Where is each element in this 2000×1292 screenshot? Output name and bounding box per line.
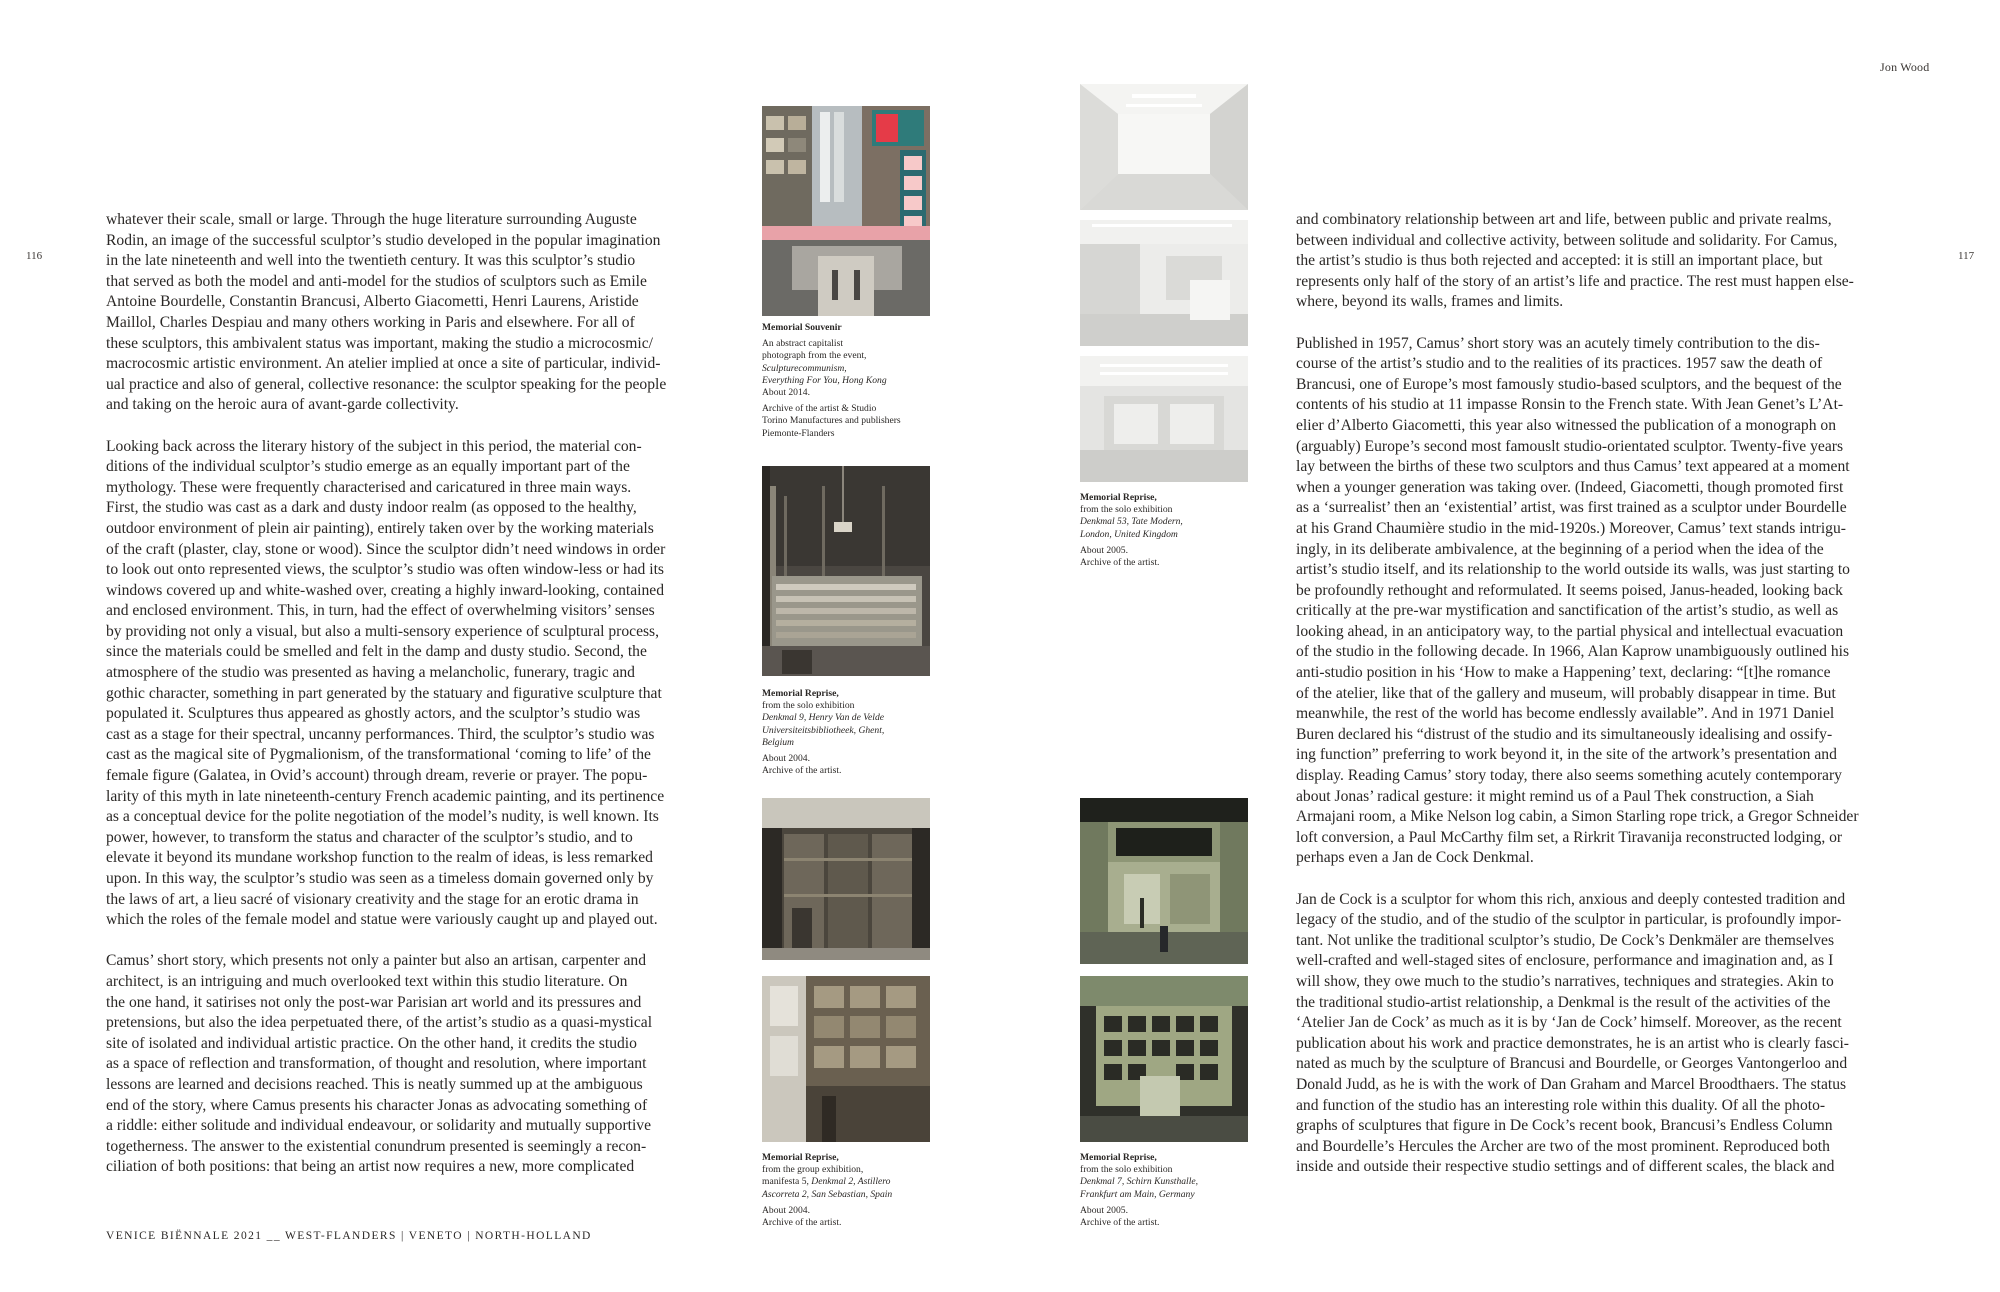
caption-title: Memorial Reprise,: [1080, 1152, 1157, 1163]
caption-memorial-souvenir: [762, 322, 937, 440]
caption-title: Memorial Souvenir: [762, 322, 842, 333]
caption-denkmal-9: [762, 688, 937, 777]
astillero-photo-1: [762, 798, 930, 960]
caption-italic: Belgium: [762, 736, 794, 748]
paragraph: Camus’ short story, which presents not only a painter but also an artisan, carpenter and architect, is an intriguing and much overlooked text within this studio literature. On the one hand, it satirises not only the post-war Parisian art world and its pressures and pretensions, but also the idea perpetuated there, of the artist’s studio as a quasi-mystical site of isolated and individual artistic practice. On the other hand, it credits the studio as a space of reflection and transformation, of thought and resolution, where important lessons are learned and decisions reached. This is neatly summed up at the ambiguous end of the story, where Camus presents his character Jonas as advocating something of a riddle: either solitude and individual endeavour, or solidarity and mutually supportive togetherness. The answer to the existential conundrum presented is seemingly a recon- ciliation of both positions: that being an artist now requires a new, more complicated: [106, 952, 653, 1176]
paragraph: whatever their scale, small or large. Through the huge literature surrounding Auguste Rodin, an image of the successful sculptor’s studio developed in the popular imagination in the late nineteenth and well into the twentieth century. It was this sculptor’s studio that served as both the model and anti-model for the studios of sculptors such as Emile Antoine Bourdelle, Constantin Brancusi, Alberto Giacometti, Henri Laurens, Aristide Maillol, Charles Despiau and many others working in Paris and elsewhere. For all of these sculptors, this ambivalent status was important, making the studio a microcosmic/ macrocosmic artistic environment. An atelier implied at once a site of particular, individ- ual practice and also of general, collective resonance: the sculptor speaking for the people and taking on the heroic aura of avant-garde collectivity.: [106, 211, 667, 414]
caption-date: About 2005.: [1080, 1204, 1128, 1216]
caption-line: from the solo exhibition: [1080, 504, 1173, 516]
caption-italic: Sculpturecommunism,: [762, 362, 847, 374]
running-head-author: Jon Wood: [1880, 60, 1930, 74]
caption-italic: Denkmal 2, Astillero: [811, 1176, 891, 1188]
caption-line: Archive of the artist.: [762, 1217, 842, 1229]
caption-line: An abstract capitalist: [762, 338, 843, 350]
caption-denkmal-53: [1080, 492, 1255, 569]
caption-title: Memorial Reprise,: [1080, 492, 1157, 503]
caption-date: About 2005.: [1080, 544, 1128, 556]
caption-denkmal-7: [1080, 1152, 1255, 1229]
paragraph: Looking back across the literary history of the subject in this period, the material con- ditions of the individual sculptor’s studio emerge as an equally important part of the mythology. These were frequently characterised and caricatured in three main ways. First, the studio was cast as a dark and dusty indoor realm (as opposed to the healthy, outdoor environment of plein air painting), entirely taken over by the working materials of the craft (plaster, clay, stone or wood). Since the sculptor didn’t need windows in order to look out onto represented views, the sculptor’s studio was often window-less or had its windows covered up and white-washed over, creating a highly inward-looking, contained and enclosed environment. This, in turn, had the effect of overwhelming visitors’ senses by providing not only a visual, but also a multi-sensory experience of sculptural process, since the materials could be smelled and felt in the damp and dusty studio. Second, the atmosphere of the studio was presented as having a melancholic, funerary, tragic and gothic character, something in part generated by the statuary and figurative sculpture that populated it. Sculptures thus appeared as ghostly actors, and the sculptor’s studio was cast as a stage for their spectral, uncanny performances. Third, the sculptor’s studio was cast as the magical site of Pygmalionism, of the transformational ‘coming to life’ of the female figure (Galatea, in Ovid’s account) through dream, reverie or prayer. The popu- larity of this myth in late nineteenth-century French academic painting, and its pertinence as a conceptual device for the polite negotiation of the model’s nudity, is well known. Its power, however, to transform the status and character of the sculptor’s studio, and to elevate it beyond its mundane workshop function to the realm of ideas, is less remarked upon. In this way, the sculptor’s studio was seen as a timeless domain governed only by the laws of art, a lieu sacré of visionary creativity and the stage for an erotic drama in which the roles of the female model and statue were variously caught up and played out.: [106, 437, 666, 929]
caption-denkmal-2: [762, 1152, 937, 1229]
white-gallery-photo-2: [1080, 220, 1248, 346]
hong-kong-street-photo: [762, 106, 930, 316]
caption-line: Piemonte-Flanders: [762, 427, 835, 439]
caption-date: About 2004.: [762, 753, 810, 765]
caption-line: photograph from the event,: [762, 350, 867, 362]
white-gallery-photo-1: [1080, 84, 1248, 210]
caption-line: Archive of the artist.: [762, 765, 842, 777]
paragraph: Published in 1957, Camus’ short story was an acutely timely contribution to the dis- course of the artist’s studio and to the realities of its practices. 1957 saw the death of Brancusi, one of Europe’s most famously studio-based sculptors, and the bequest of the contents of his studio at 11 impasse Ronsin to the French state. With Jean Genet’s L’At- elier d’Alberto Giacometti, this year also witnessed the publication of a monograph on (arguably) Europe’s second most famouslt studio-orientated sculptor. Twenty-five years lay between the births of these two sculptors and thus Camus’ text appeared at a moment when a younger generation was taking over. (Indeed, Giacometti, though promoted first as a ‘surrealist’ then an ‘existential’ artist, was first trained as a sculptor under Bourdelle at his Grand Chaumière studio in the mid-1920s.) Moreover, Camus’ text stands intrigu- ingly, in its deliberate ambivalence, at the beginning of a period when the idea of the artist’s studio itself, and its relationship to the world outside its walls, was just starting to be profoundly rethought and reformulated. It seems poised, Janus-headed, looking back critically at the pre-war mystification and sanctification of the artist’s studio, as well as looking ahead, in an anticipatory way, to the partial physical and intellectual evacuation of the studio in the following decade. In 1966, Alan Kaprow unambiguously outlined his anti-studio position in his ‘How to make a Happening’ text, declaring: “[t]he romance of the atelier, like that of the gallery and museum, will probably disappear in time. But meanwhile, the rest of the world has become endlessly available”. And in 1971 Daniel Buren declared his “distrust of the studio and its simultaneously idealising and ossify- ing function” preferring to work beyond it, in the site of the artwork’s presentation and display. Reading Camus’ story today, there also seems something acutely contemporary about Jonas’ radical gesture: it might remind us of a Paul Thek construction, a Siah Armajani room, a Mike Nelson log cabin, a Simon Starling rope trick, a Gregor Schneider loft conversion, a Paul McCarthy film set, a Rirkrit Tiravanija reconstructed lodging, or perhaps even a Jan de Cock Denkmal.: [1296, 334, 1859, 867]
caption-line: Archive of the artist.: [1080, 557, 1160, 569]
paragraph: Jan de Cock is a sculptor for whom this rich, anxious and deeply contested tradition and legacy of the studio, and of the studio of the sculptor in particular, is profoundly impor- tant. Not unlike the traditional sculptor’s studio, De Cock’s Denkmäler are themselves well-crafted and well-staged sites of enclosure, performance and imagination and, as I will show, they owe much to the studio’s narratives, techniques and strategies. Akin to the traditional studio-artist relationship, a Denkmal is the result of the activities of the ‘Atelier Jan de Cock’ as much as it is by ‘Jan de Cock’ himself. Moreover, as the recent publication about his work and practice demonstrates, he is an artist who is clearly fasci- nated as much by the sculpture of Brancusi and Bourdelle, or Georges Vantongerloo and Donald Judd, as he is with the work of Dan Graham and Marcel Broodthaers. The status and function of the studio has an interesting role within this duality. Of all the photo- graphs of sculptures that figure in De Cock’s recent book, Brancusi’s Endless Column and Bourdelle’s Hercules the Archer are two of the most prominent. Reproduced both inside and outside their respective studio settings and of different scales, the black and: [1296, 890, 1849, 1176]
caption-italic: Frankfurt am Main, Germany: [1080, 1188, 1195, 1200]
caption-line: manifesta 5,: [762, 1176, 809, 1188]
caption-italic: Denkmal 7, Schirn Kunsthalle,: [1080, 1176, 1199, 1188]
caption-line: Archive of the artist.: [1080, 1217, 1160, 1229]
right-text-column: [1296, 210, 1918, 1178]
library-installation-photo: [762, 466, 930, 676]
caption-italic: Ascorreta 2, San Sebastian, Spain: [762, 1188, 893, 1200]
caption-title: Memorial Reprise,: [762, 1152, 839, 1163]
left-page-number: 116: [26, 250, 43, 262]
caption-date: About 2014.: [762, 387, 810, 399]
caption-italic: Everything For You, Hong Kong: [762, 374, 887, 386]
caption-title: Memorial Reprise,: [762, 688, 839, 699]
caption-italic: London, United Kingdom: [1080, 528, 1178, 540]
astillero-photo-2: [762, 976, 930, 1142]
caption-italic: Denkmal 53, Tate Modern,: [1080, 516, 1183, 528]
caption-italic: Denkmal 9, Henry Van de Velde: [762, 712, 885, 724]
right-page-number: 117: [1958, 250, 1975, 262]
footer-publication: VENICE BIËNNALE 2021 __ WEST-FLANDERS | VENETO | NORTH-HOLLAND: [106, 1230, 592, 1242]
left-text-column: [106, 210, 728, 1178]
caption-italic: Universiteitsbibliotheek, Ghent,: [762, 724, 885, 736]
schirn-photo-2: [1080, 976, 1248, 1142]
schirn-photo-1: [1080, 798, 1248, 964]
caption-line: from the solo exhibition: [762, 700, 855, 712]
white-gallery-photo-3: [1080, 356, 1248, 482]
caption-line: from the group exhibition,: [762, 1164, 864, 1176]
paragraph: and combinatory relationship between art and life, between public and private realms, between individual and collective activity, between solitude and solidarity. For Camus, the artist’s studio is thus both rejected and accepted: it is still an important place, but represents only half of the story of an artist’s life and practice. The rest must happen else- where, beyond its walls, frames and limits.: [1296, 211, 1854, 311]
caption-date: About 2004.: [762, 1204, 810, 1216]
caption-line: Torino Manufactures and publishers: [762, 415, 901, 427]
caption-line: Archive of the artist & Studio: [762, 403, 877, 415]
caption-line: from the solo exhibition: [1080, 1164, 1173, 1176]
